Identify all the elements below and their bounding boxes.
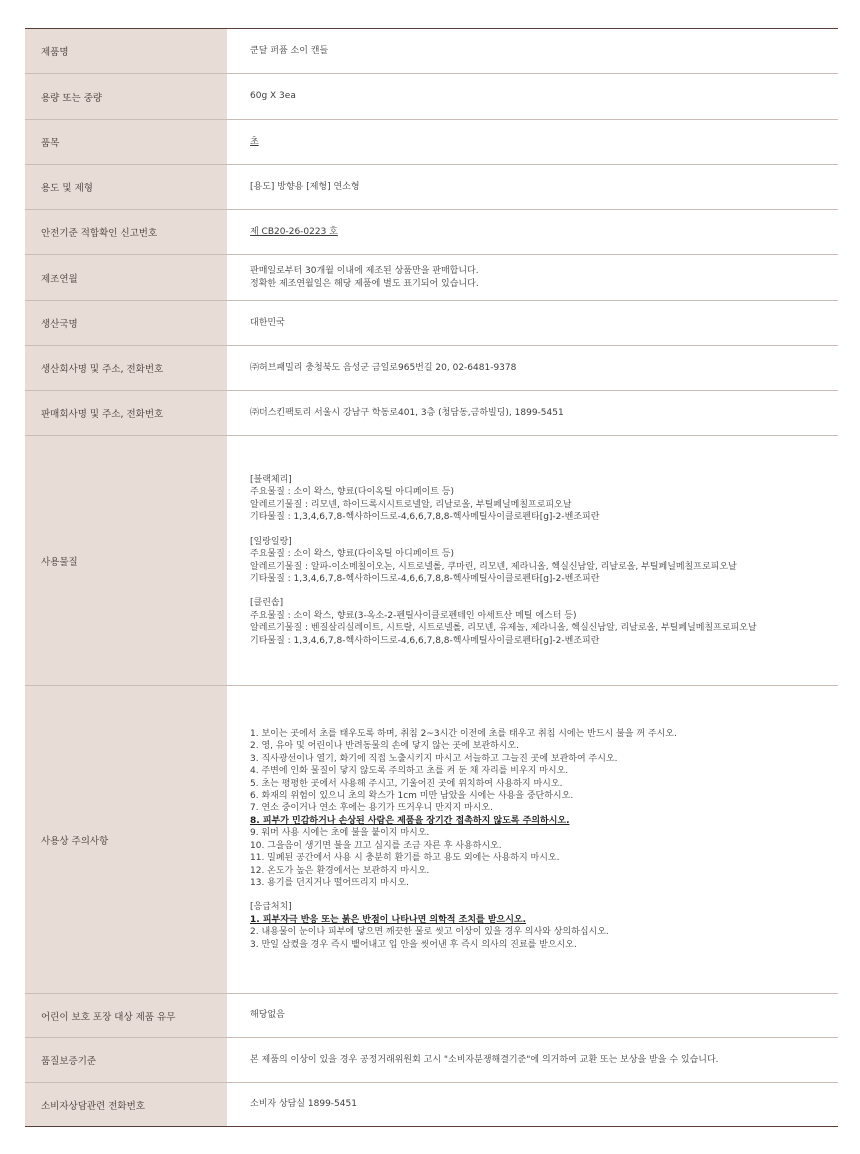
text-line: 주요물질 : 소이 왁스, 향료(다이옥틸 아디페이트 등) (250, 487, 454, 498)
emergency-item-emphasis: 1. 피부자극 반응 또는 붉은 반점이 나타나면 의학적 조치를 받으시오. (250, 914, 527, 925)
row-manufacture-date (25, 255, 838, 301)
row-manufacturer (25, 346, 838, 391)
row-country (25, 301, 838, 346)
caution-item: 13. 용기를 던지거나 떨어뜨리지 마시오. (250, 877, 410, 888)
text-line: 알레르기물질 : 리모넨, 하이드록시시트로넬알, 리날로올, 부틸페닐메칠프로피오날 (250, 499, 572, 510)
row-label: 소비자상담관련 전화번호 (25, 1083, 227, 1127)
spacer (250, 524, 838, 536)
row-label: 안전기준 적합확인 신고번호 (25, 210, 227, 255)
text-line: 알레르기물질 : 벤질살리실레이트, 시트랄, 시트로넬롤, 리모넨, 유제놀, 제라니올, 헥실신남알, 리날로올, 부틸페닐메칠프로피오날 (250, 623, 757, 634)
text-line: 기타물질 : 1,3,4,6,7,8-헥사하이드로-4,6,6,7,8,8-헥사메틸사이클로펜타[g]-2-벤조피란 (250, 512, 600, 523)
safety-number: 제 CB20-26-0223 호 (250, 226, 338, 237)
row-label: 용량 또는 중량 (25, 74, 227, 120)
caution-item: 4. 주변에 인화 물질이 닿지 않도록 주의하고 초를 켜 둔 채 자리를 비우지 마시오. (250, 766, 569, 777)
row-label: 품질보증기준 (25, 1038, 227, 1083)
row-seller (25, 391, 838, 436)
row-label: 어린이 보호 포장 대상 제품 유무 (25, 994, 227, 1038)
group-title: [일랑일랑] (250, 536, 292, 547)
product-info-sheet (25, 28, 838, 1127)
row-materials (25, 436, 838, 686)
row-label: 용도 및 제형 (25, 165, 227, 210)
caution-item: 1. 보이는 곳에서 초를 태우도록 하며, 취침 2~3시간 이전에 초를 태우고 취침 시에는 반드시 불을 꺼 주시오. (250, 729, 677, 740)
emergency-item: 3. 만일 삼켰을 경우 즉시 뱉어내고 입 안을 씻어낸 후 즉시 의사의 진료를 받으시오. (250, 939, 577, 950)
row-value: ㈜더스킨팩토리 서울시 강남구 학동로401, 3층 (청담동,금하빌딩), 1899-5451 (250, 407, 564, 418)
row-label: 생산국명 (25, 301, 227, 346)
row-value: 본 제품의 이상이 있을 경우 공정거래위원회 고시 "소비자분쟁해결기준"에 의거하여 교환 또는 보상을 받을 수 있습니다. (250, 1054, 719, 1065)
text-line: 기타물질 : 1,3,4,6,7,8-헥사하이드로-4,6,6,7,8,8-헥사메틸사이클로펜타[g]-2-벤조피란 (250, 573, 600, 584)
item-value: 초 (250, 136, 259, 147)
row-value-cell (227, 210, 838, 255)
emergency-title: [응급처치] (250, 902, 292, 913)
caution-item: 2. 영, 유아 및 어린이나 반려동물의 손에 닿지 않는 곳에 보관하시오. (250, 741, 519, 752)
text-line: 알레르기물질 : 알파-이소메칠이오논, 시트로넬롤, 쿠마린, 리모넨, 제라니올, 헥실신남알, 리날로올, 부틸페닐메칠프로피오날 (250, 561, 737, 572)
row-label: 생산회사명 및 주소, 전화번호 (25, 346, 227, 391)
row-value-cell (227, 255, 838, 301)
row-value: 소비자 상담실 1899-5451 (250, 1099, 357, 1110)
row-child-protection (25, 994, 838, 1038)
group-title: [클린솝] (250, 598, 284, 609)
row-value-cell (227, 436, 838, 686)
caution-item: 5. 초는 평평한 곳에서 사용해 주시고, 기울어진 곳에 위치하여 사용하지 마시오. (250, 778, 563, 789)
row-product-name (25, 29, 838, 74)
row-safety-number (25, 210, 838, 255)
row-value-link (227, 120, 838, 165)
row-value: 60g X 3ea (250, 91, 296, 102)
caution-item: 12. 온도가 높은 환경에서는 보관하지 마시오. (250, 865, 430, 876)
caution-item: 3. 직사광선이나 열기, 화기에 직접 노출시키지 마시고 서늘하고 그늘진 곳에 보관하여 주시오. (250, 753, 618, 764)
row-quality-standard (25, 1038, 838, 1083)
spacer (250, 585, 838, 597)
group-title: [블랙체리] (250, 475, 292, 486)
row-label: 사용상 주의사항 (25, 686, 227, 994)
row-value: 해당없음 (250, 1010, 285, 1021)
caution-item: 9. 워머 사용 시에는 초에 불을 붙이지 마시오. (250, 828, 430, 839)
row-value-cell (227, 686, 838, 994)
caution-item: 7. 연소 중이거나 연소 후에는 용기가 뜨거우니 만지지 마시오. (250, 803, 493, 814)
text-line: 기타물질 : 1,3,4,6,7,8-헥사하이드로-4,6,6,7,8,8-헥사메틸사이클로펜타[g]-2-벤조피란 (250, 635, 600, 646)
spacer (250, 889, 838, 901)
caution-item: 11. 밀폐된 공간에서 사용 시 충분히 환기를 하고 용도 외에는 사용하지 마시오. (250, 853, 560, 864)
row-label: 판매회사명 및 주소, 전화번호 (25, 391, 227, 436)
row-cautions (25, 686, 838, 994)
row-value: 대한민국 (250, 317, 285, 328)
emergency-item: 2. 내용물이 눈이나 피부에 닿으면 깨끗한 물로 씻고 이상이 있을 경우 의사와 상의하십시오. (250, 927, 609, 938)
text-line: 판매일로부터 30개월 이내에 제조된 상품만을 판매합니다. (250, 266, 479, 277)
text-line: 주요물질 : 소이 왁스, 향료(다이옥틸 아디페이트 등) (250, 549, 454, 560)
row-label: 제조연월 (25, 255, 227, 301)
row-value: ㈜허브패밀리 충청북도 음성군 금일로965번길 20, 02-6481-9378 (250, 362, 517, 373)
row-usage (25, 165, 838, 210)
row-label: 제품명 (25, 29, 227, 74)
row-consumer-phone (25, 1083, 838, 1127)
caution-item: 10. 그을음이 생기면 불을 끄고 심지를 조금 자른 후 사용하시오. (250, 840, 502, 851)
row-item (25, 120, 838, 165)
text-line: 정확한 제조연월일은 해당 제품에 별도 표기되어 있습니다. (250, 278, 479, 289)
caution-item-emphasis: 8. 피부가 민감하거나 손상된 사람은 제품을 장기간 접촉하지 않도록 주의하시오. (250, 815, 570, 826)
row-value: [용도] 방향용 [제형] 연소형 (250, 181, 360, 192)
row-capacity (25, 74, 838, 120)
row-label: 사용물질 (25, 436, 227, 686)
text-line: 주요물질 : 소이 왁스, 향료(3-옥소-2-펜틸사이클로펜테인 아세트산 메틸 에스터 등) (250, 610, 577, 621)
product-info-table (25, 28, 838, 1127)
row-label: 품목 (25, 120, 227, 165)
caution-item: 6. 화재의 위험이 있으니 초의 왁스가 1cm 미만 남았을 시에는 사용을 중단하시오. (250, 791, 574, 802)
row-value: 쿤달 퍼퓸 소이 캔들 (250, 45, 329, 56)
